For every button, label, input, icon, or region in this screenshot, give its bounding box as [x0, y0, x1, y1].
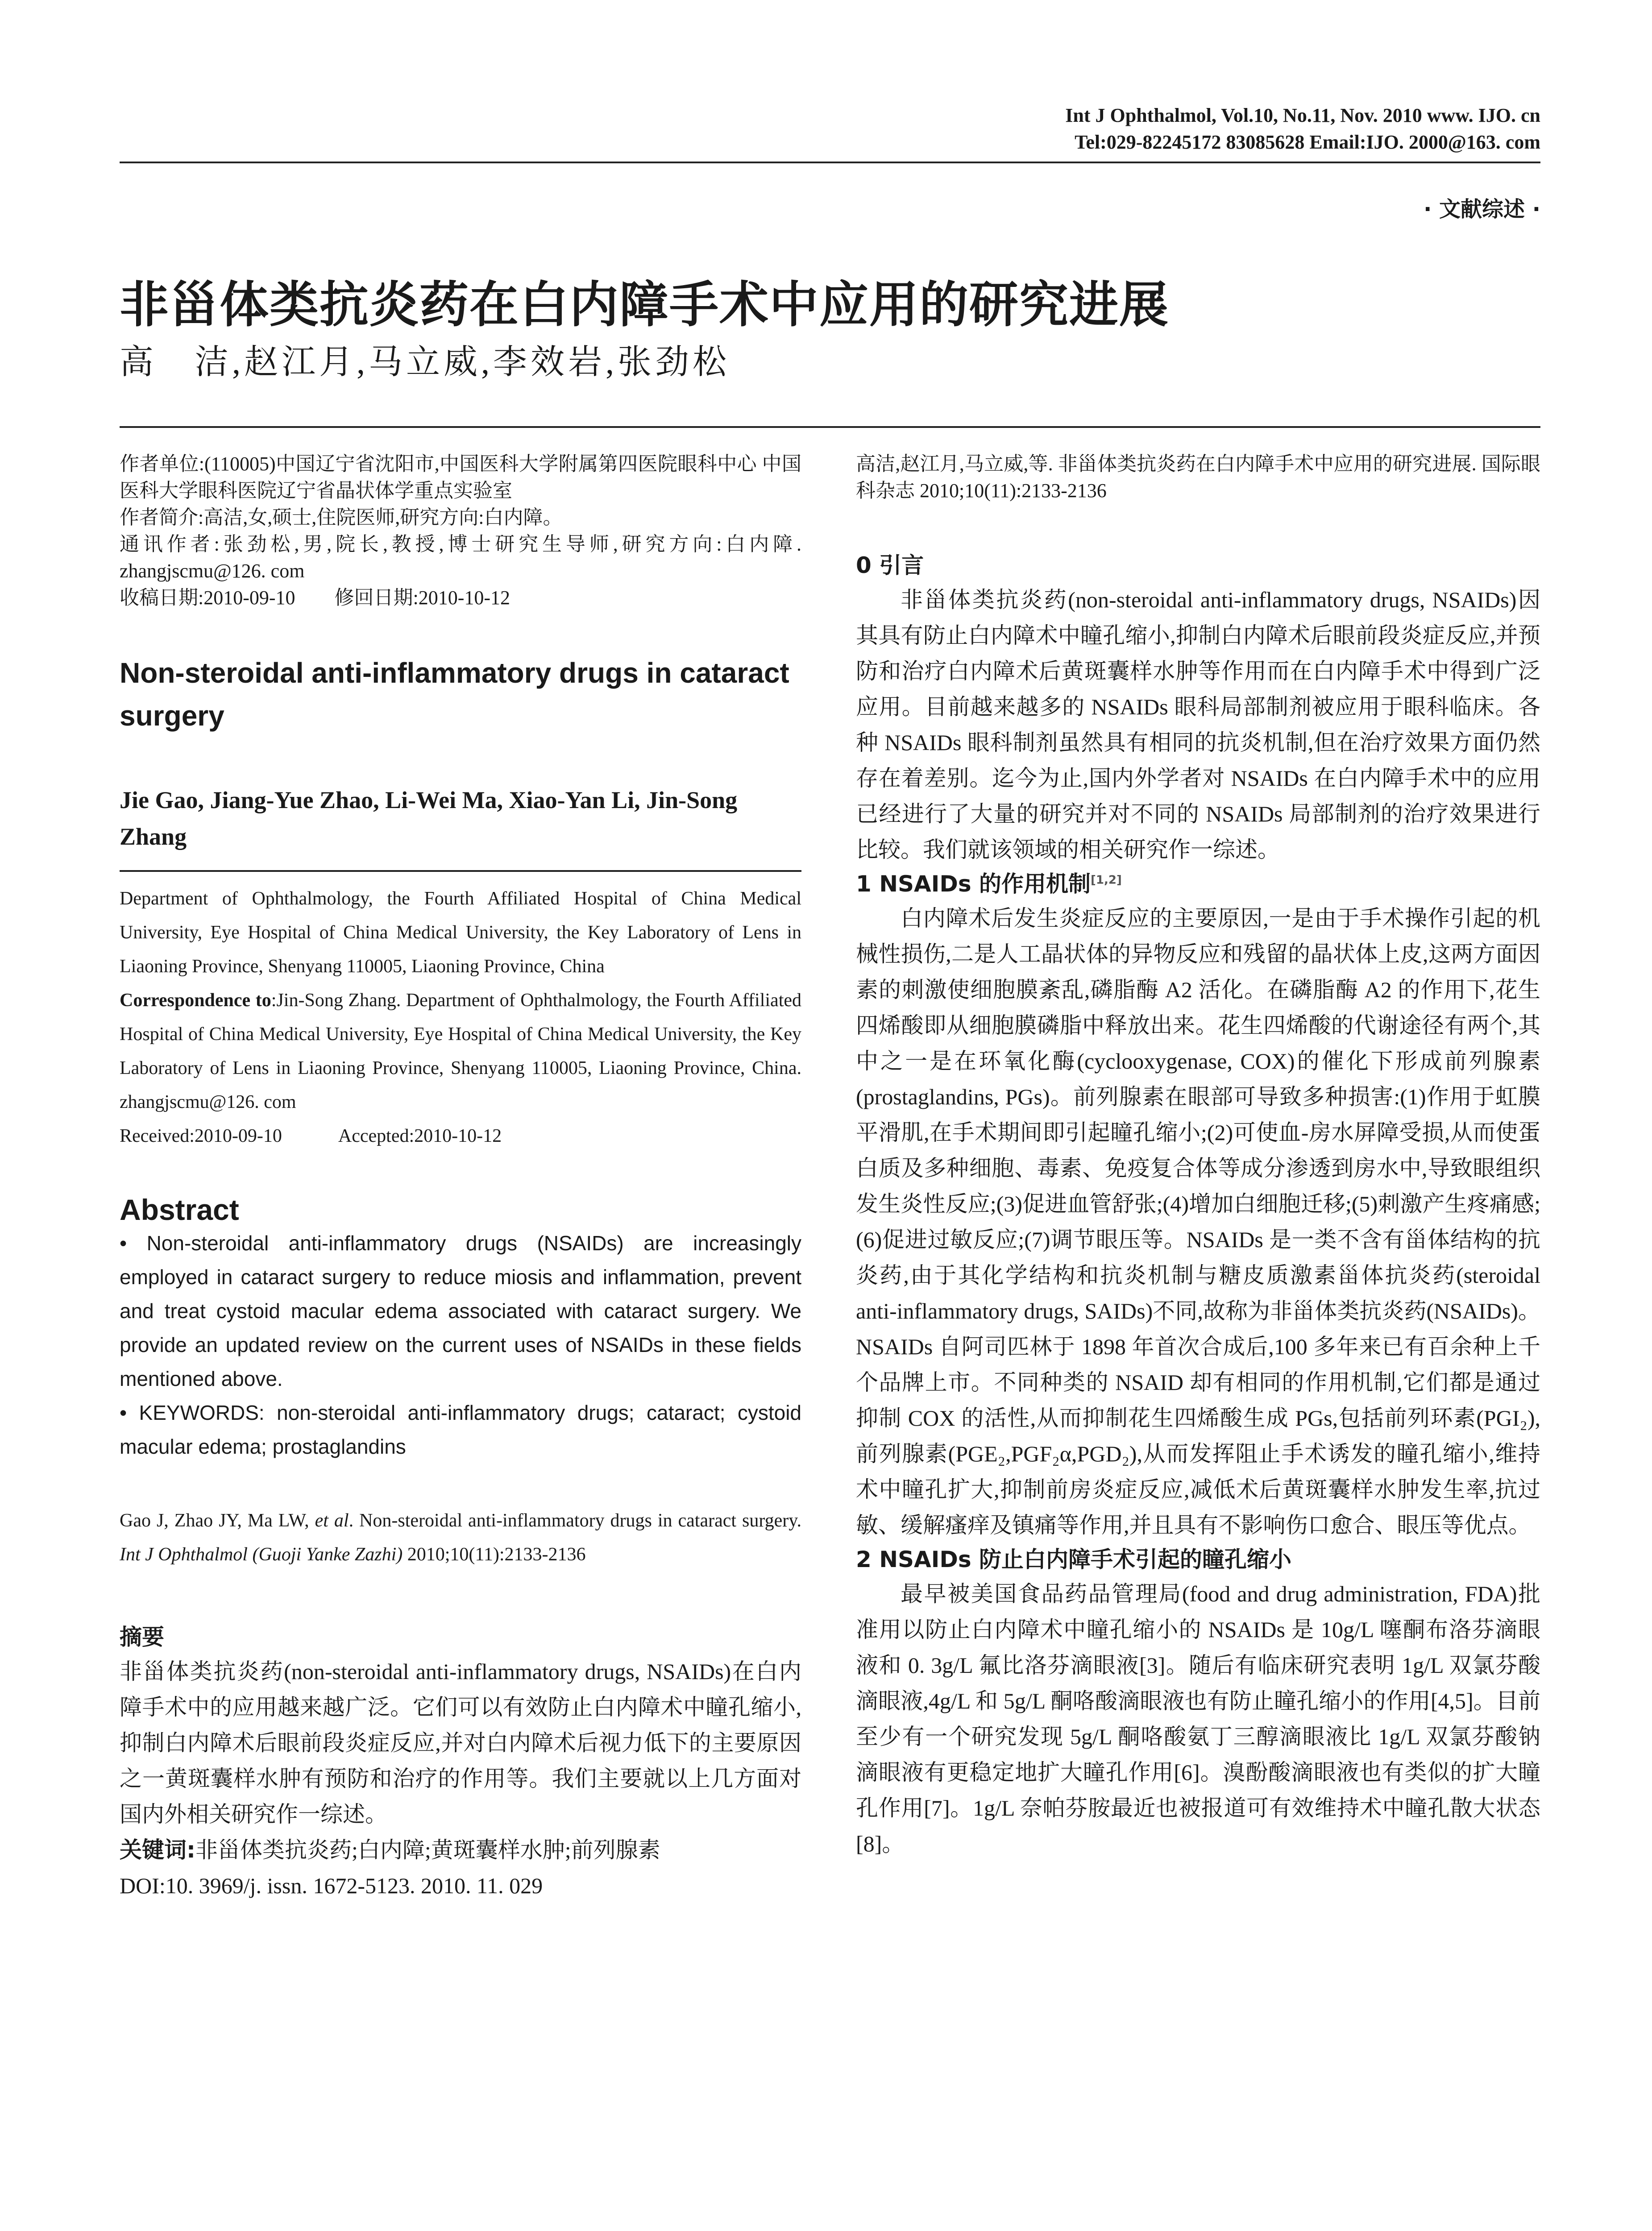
- section-1-ref: [1,2]: [1091, 873, 1122, 887]
- journal-header-line2: Tel:029-82245172 83085628 Email:IJO. 2000@163. com: [1075, 131, 1540, 153]
- keywords-en: • KEYWORDS: non-steroidal anti-inflammatory drugs; cataract; cystoid macular edema; prostaglandins: [120, 1401, 801, 1458]
- citation-journal: Int J Ophthalmol (Guoji Yanke Zazhi): [120, 1544, 403, 1565]
- citation-volume: 2010;10(11):2133-2136: [403, 1544, 586, 1565]
- section-1-title: [856, 867, 1540, 900]
- authors-en: Jie Gao, Jiang-Yue Zhao, Li-Wei Ma, Xiao-Yan Li, Jin-Song Zhang: [120, 787, 738, 850]
- section-2-text: 最早被美国食品药品管理局(food and drug administration, FDA)批准用以防止白内障术中瞳孔缩小的 NSAIDs 是 10g/L 噻酮布洛芬滴眼液和 0. 3g/L 氟比洛芬滴眼液[3]。随后有临床研究表明 1g/L 双氯芬酸滴眼液,4g/L 和 5g/L 酮咯酸滴眼液也有防止瞳孔缩小的作用[4,5]。目前至少有一个研究发现 5g/L 酮咯酸氨丁三醇滴眼液比 1g/L 双氯芬酸钠滴眼液有更稳定地扩大瞳孔作用[6]。溴酚酸滴眼液也有类似的扩大瞳孔作用[7]。1g/L 奈帕芬胺最近也被报道可有效维持术中瞳孔散大状态[8]。: [856, 1581, 1540, 1856]
- correspondence-label: Correspondence to: [120, 990, 271, 1011]
- section-tag: · 文献综述 ·: [1424, 197, 1540, 222]
- section-1-title-text: 1 NSAIDs 的作用机制: [856, 871, 1091, 897]
- zh-abstract-text: 非甾体类抗炎药(non-steroidal anti-inflammatory drugs, NSAIDs)在白内障手术中的应用越来越广泛。它们可以有效防止白内障术中瞳孔缩小,抑制白内障术后眼前段炎症反应,并对白内障术后视力低下的主要原因之一黄斑囊样水肿有预防和治疗的作用等。我们主要就以上几方面对国内外相关研究作一综述。: [120, 1659, 801, 1827]
- abstract-text: • Non-steroidal anti-inflammatory drugs (NSAIDs) are increasingly employed in cataract surgery to reduce miosis and inflammation, prevent and treat cystoid macular edema associated with cataract surgery. We provide an updated review on the current uses of NSAIDs in these fields mentioned above.: [120, 1232, 801, 1390]
- received-accepted: Received:2010-09-10 Accepted:2010-10-12: [120, 1126, 502, 1146]
- corresponding-author-cn: 通讯作者:张劲松,男,院长,教授,博士研究生导师,研究方向:白内障. zhangjscmu@126. com: [120, 533, 801, 582]
- correspondence-text: :Jin-Song Zhang. Department of Ophthalmology, the Fourth Affiliated Hospital of China Medical University, Eye Hospital of China Medical University, the Key Laboratory of Lens in Liaoning Province, Shenyang 110005, Liaoning Province, China. zhangjscmu@126. com: [120, 990, 801, 1112]
- article-title-cn: 非甾体类抗炎药在白内障手术中应用的研究进展: [120, 276, 1169, 333]
- citation-title: . Non-steroidal anti-inflammatory drugs in cataract surgery.: [349, 1510, 802, 1531]
- zh-keywords-text: 非甾体类抗炎药;白内障;黄斑囊样水肿;前列腺素: [195, 1837, 660, 1862]
- citation-authors: Gao J, Zhao JY, Ma LW,: [120, 1510, 315, 1531]
- section-0-text: 非甾体类抗炎药(non-steroidal anti-inflammatory drugs, NSAIDs)因其具有防止白内障术中瞳孔缩小,抑制白内障术后眼前段炎症反应,并预防和治疗白内障术后黄斑囊样水肿等作用而在白内障手术中得到广泛应用。目前越来越多的 NSAIDs 眼科局部制剂被应用于眼科临床。各种 NSAIDs 眼科制剂虽然具有相同的抗炎机制,但在治疗效果方面仍然存在着差别。迄今为止,国内外学者对 NSAIDs 在白内障手术中的应用已经进行了大量的研究并对不同的 NSAIDs 局部制剂的治疗效果进行比较。我们就该领域的相关研究作一综述。: [856, 587, 1540, 862]
- section-2-title: 2 NSAIDs 防止白内障手术引起的瞳孔缩小: [856, 1547, 1292, 1572]
- zh-abstract-heading: 摘要: [120, 1624, 164, 1650]
- authors-cn: 高 洁,赵江月,马立威,李效岩,张劲松: [120, 344, 730, 381]
- doi: DOI:10. 3969/j. issn. 1672-5123. 2010. 11. 029: [120, 1873, 543, 1898]
- journal-header-line1: Int J Ophthalmol, Vol.10, No.11, Nov. 2010 www. IJO. cn: [1065, 104, 1540, 126]
- citation-en: [120, 1504, 801, 1572]
- right-column: [856, 451, 1540, 1862]
- article-title-en: Non-steroidal anti-inflammatory drugs in cataract surgery: [120, 657, 789, 732]
- zh-keywords-label: 关键词:: [120, 1837, 195, 1863]
- author-affiliation-cn: 作者单位:(110005)中国辽宁省沈阳市,中国医科大学附属第四医院眼科中心 中国医科大学眼科医院辽宁省晶状体学重点实验室: [120, 453, 801, 502]
- section-1-text: 白内障术后发生炎症反应的主要原因,一是由于手术操作引起的机械性损伤,二是人工晶状体的异物反应和残留的晶状体上皮,这两方面因素的刺激使细胞膜紊乱,磷脂酶 A2 活化。在磷脂酶 A2 的作用下,花生四烯酸即从细胞膜磷脂中释放出来。花生四烯酸的代谢途径有两个,其中之一是在环氧化酶(cyclooxygenase, COX)的催化下形成前列腺素(prostaglandins, PGs)。前列腺素在眼部可导致多种损害:(1)作用于虹膜平滑肌,在手术期间即引起瞳孔缩小;(2)可使血-房水屏障受损,从而使蛋白质及多种细胞、毒素、免疫复合体等成分渗透到房水中,导致眼组织发生炎性反应;(3)促进血管舒张;(4)增加白细胞迁移;(5)刺激产生疼痛感;(6)促进过敏反应;(7)调节眼压等。NSAIDs 是一类不含有甾体结构的抗炎药,由于其化学结构和抗炎机制与糖皮质激素甾体抗炎药(steroidal anti-inflammatory drugs, SAIDs)不同,故称为非甾体类抗炎药(NSAIDs)。NSAIDs 自阿司匹林于 1898 年首次合成后,100 多年来已有百余种上千个品牌上市。不同种类的 NSAID 却有相同的作用机制,它们都是通过抑制 COX 的活性,从而抑制花生四烯酸生成 PGs,包括前列环素(PGI₂),前列腺素(PGE₂,PGF₂α,PGD₂),从而发挥阻止手术诱发的瞳孔缩小,维持术中瞳孔扩大,抑制前房炎症反应,减低术后黄斑囊样水肿发生率,抗过敏、缓解瘙痒及镇痛等作用,并且具有不影响伤口愈合、眼压等优点。: [856, 906, 1540, 1538]
- abstract-heading: Abstract: [120, 1193, 239, 1226]
- author-bio-cn: 作者简介:高洁,女,硕士,住院医师,研究方向:白内障。: [120, 506, 563, 528]
- correspondence-block: [120, 983, 801, 1119]
- left-column: [120, 451, 801, 1903]
- section-0-title: 0 引言: [856, 552, 924, 578]
- citation-cn: 高洁,赵江月,马立威,等. 非甾体类抗炎药在白内障手术中应用的研究进展. 国际眼科杂志 2010;10(11):2133-2136: [856, 453, 1540, 502]
- zh-keywords: [120, 1832, 801, 1868]
- title-rule: [120, 426, 1540, 428]
- authors-rule: [120, 870, 801, 872]
- author-info: [120, 451, 801, 611]
- citation-etal: et al: [315, 1510, 349, 1531]
- dates-cn: 收稿日期:2010-09-10 修回日期:2010-10-12: [120, 587, 511, 609]
- header-rule: [120, 162, 1540, 163]
- affiliation-en: Department of Ophthalmology, the Fourth Affiliated Hospital of China Medical University, Eye Hospital of China Medical University, the Key Laboratory of Lens in Liaoning Province, Shenyang 110005, Liaoning Province, China: [120, 888, 801, 977]
